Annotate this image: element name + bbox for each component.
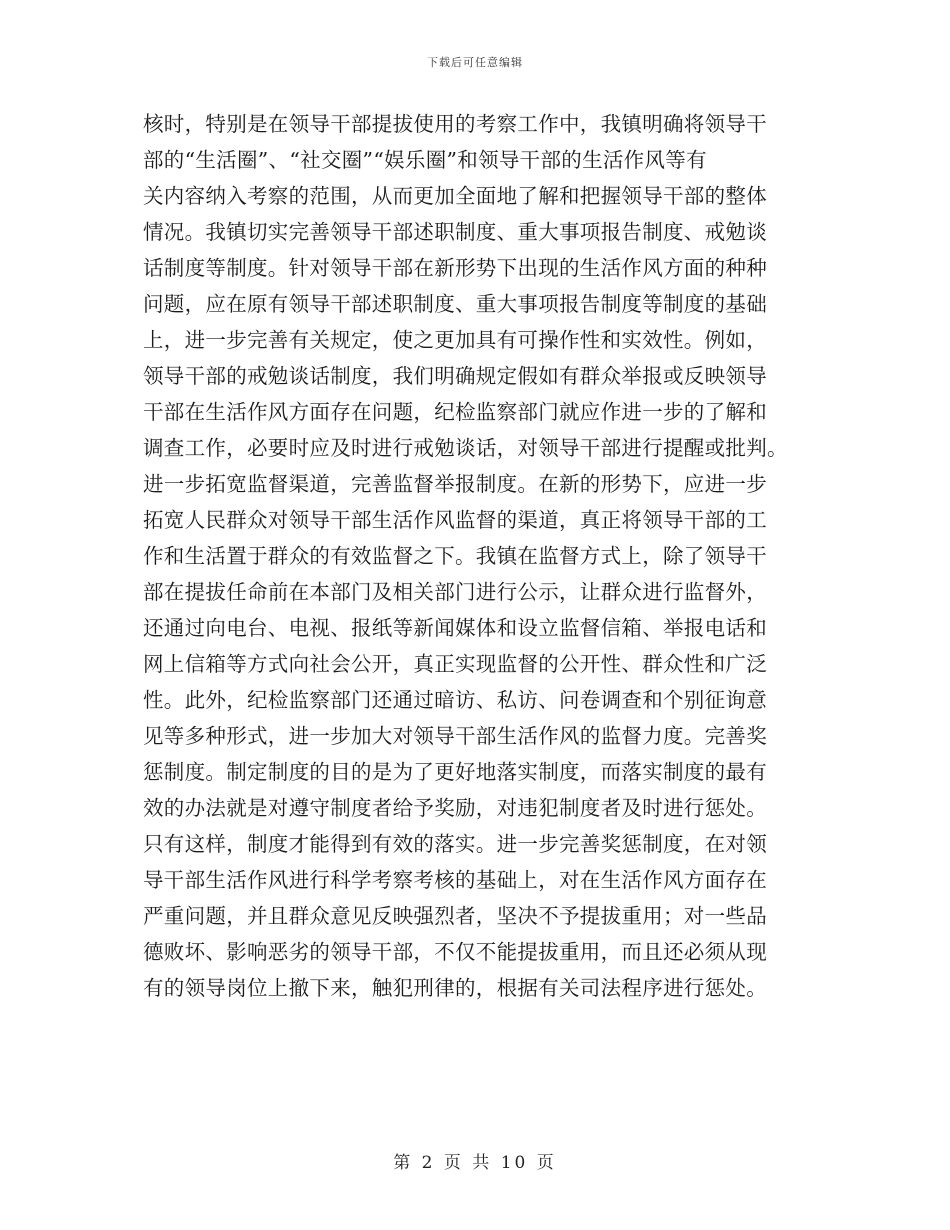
text-line: 干部在生活作风方面存在问题，纪检监察部门就应作进一步的了解和 <box>143 400 767 424</box>
text-line: 调查工作，必要时应及时进行戒勉谈话，对领导干部进行提醒或批判。 <box>143 436 788 460</box>
text-line: 严重问题，并且群众意见反映强烈者，坚决不予提拔重用；对一些品 <box>143 904 767 928</box>
text-line: 网上信箱等方式向社会公开，真正实现监督的公开性、群众性和广泛 <box>143 652 767 676</box>
text-line: 进一步拓宽监督渠道，完善监督举报制度。在新的形势下，应进一步 <box>143 472 767 496</box>
text-line: 拓宽人民群众对领导干部生活作风监督的渠道，真正将领导干部的工 <box>143 508 767 532</box>
text-line: 领导干部的戒勉谈话制度，我们明确规定假如有群众举报或反映领导 <box>143 364 767 388</box>
page-number: 第 2 页 共 10 页 <box>393 1153 557 1173</box>
text-line: 情况。我镇切实完善领导干部述职制度、重大事项报告制度、戒勉谈 <box>143 220 767 244</box>
text-line: 部的“生活圈”、“社交圈”“娱乐圈”和领导干部的生活作风等有 <box>143 148 707 172</box>
text-line: 惩制度。制定制度的目的是为了更好地落实制度，而落实制度的最有 <box>143 760 767 784</box>
text-line: 问题，应在原有领导干部述职制度、重大事项报告制度等制度的基础 <box>143 292 767 316</box>
text-line: 作和生活置于群众的有效监督之下。我镇在监督方式上，除了领导干 <box>143 544 767 568</box>
text-line: 有的领导岗位上撤下来，触犯刑律的，根据有关司法程序进行惩处。 <box>143 976 767 1000</box>
text-line: 效的办法就是对遵守制度者给予奖励，对违犯制度者及时进行惩处。 <box>143 796 767 820</box>
text-line: 见等多种形式，进一步加大对领导干部生活作风的监督力度。完善奖 <box>143 724 767 748</box>
text-line: 导干部生活作风进行科学考察考核的基础上，对在生活作风方面存在 <box>143 868 767 892</box>
text-line: 关内容纳入考察的范围，从而更加全面地了解和把握领导干部的整体 <box>143 184 767 208</box>
text-line: 性。此外，纪检监察部门还通过暗访、私访、问卷调查和个别征询意 <box>143 688 767 712</box>
text-line: 部在提拔任命前在本部门及相关部门进行公示，让群众进行监督外， <box>143 580 767 604</box>
text-line: 核时，特别是在领导干部提拔使用的考察工作中，我镇明确将领导干 <box>143 112 767 136</box>
text-line: 德败坏、影响恶劣的领导干部，不仅不能提拔重用，而且还必须从现 <box>143 940 767 964</box>
body-text <box>143 106 823 1006</box>
text-line: 还通过向电台、电视、报纸等新闻媒体和设立监督信箱、举报电话和 <box>143 616 767 640</box>
text-line: 话制度等制度。针对领导干部在新形势下出现的生活作风方面的种种 <box>143 256 767 280</box>
text-line: 上，进一步完善有关规定，使之更加具有可操作性和实效性。例如， <box>143 328 767 352</box>
text-line: 只有这样，制度才能得到有效的落实。进一步完善奖惩制度，在对领 <box>143 832 767 856</box>
page-header: 下载后可任意编辑 <box>427 56 523 69</box>
